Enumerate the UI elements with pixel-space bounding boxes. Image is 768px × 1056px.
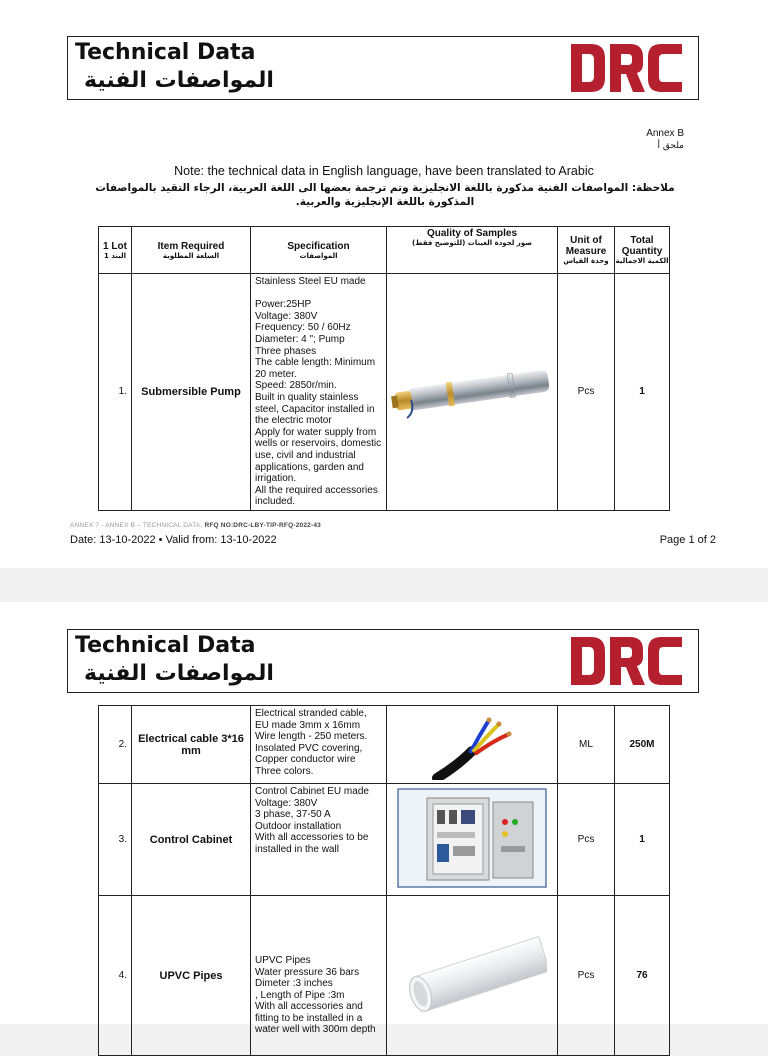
footer-reference: ANNEX 7 - ANNEX B – TECHNICAL DATA, RFQ NO:DRC-LBY-TIP-RFQ-2022-43 [70, 522, 321, 529]
row-number: 4. [99, 896, 132, 1056]
table-row [99, 784, 670, 896]
table-header-row [99, 227, 670, 274]
item-spec: Stainless Steel EU made Power:25HP Voltage: 380V Frequency: 50 / 60Hz Diameter: 4 "; Pump Three phases The cable length: Minimum 20 meter. Speed: 2850r/min. Built in quality stainless steel, Capacitor installed in the electric motor Apply for water supply from wells or reservoirs, domestic use, civil and industrial applications, garden and irrigation. All the required accessories included. [251, 274, 387, 511]
drc-logo [569, 635, 684, 687]
title-ar: المواصفات الفنية [84, 661, 274, 686]
note-english: Note: the technical data in English language, have been translated to Arabic [174, 164, 594, 178]
header-unit: Unit of Measure وحدة القياس [558, 227, 615, 274]
row-number: 1. [99, 274, 132, 511]
title-en: Technical Data [75, 40, 256, 65]
header-total: Total Quantity الكمية الاجمالية [615, 227, 670, 274]
header-quality: Quality of Samples صور لجودة العينات (للتوضيح فقط) [387, 227, 558, 274]
item-name: Electrical cable 3*16 mm [132, 706, 251, 784]
item-name: Submersible Pump [132, 274, 251, 511]
quantity-value: 1 [615, 274, 670, 511]
unit-value: Pcs [558, 274, 615, 511]
item-spec: Control Cabinet EU made Voltage: 380V 3 phase, 37-50 A Outdoor installation With all accessories to be installed in the wall [251, 784, 387, 896]
electrical-cable-photo [387, 706, 558, 784]
title-en: Technical Data [75, 633, 256, 658]
item-spec: UPVC Pipes Water pressure 36 bars Dimeter :3 inches , Length of Pipe :3m With all accessories and fitting to be installed in a water well with 300m depth [251, 896, 387, 1056]
row-number: 2. [99, 706, 132, 784]
header-lot: 1 Lot البند 1 [99, 227, 132, 274]
unit-value: Pcs [558, 896, 615, 1056]
quantity-value: 76 [615, 896, 670, 1056]
page-2 [0, 602, 768, 1036]
control-cabinet-photo [387, 784, 558, 896]
quantity-value: 250M [615, 706, 670, 784]
page-number: Page 1 of 2 [659, 534, 716, 546]
drc-logo [569, 42, 684, 94]
header-item: Item Required السلعة المطلوبة [132, 227, 251, 274]
upvc-pipe-photo [387, 896, 558, 1056]
header-box [67, 36, 699, 100]
footer-date: Date: 13-10-2022 • Valid from: 13-10-2022 [70, 534, 277, 546]
item-name: UPVC Pipes [132, 896, 251, 1056]
technical-table-page-2 [98, 705, 670, 1056]
annex-label-ar: ملحق أ [657, 141, 684, 151]
item-spec: Electrical stranded cable, EU made 3mm x 16mm Wire length - 250 meters. Insolated PVC covering, Copper conductor wire Three colors. [251, 706, 387, 784]
submersible-pump-photo [387, 274, 558, 511]
item-name: Control Cabinet [132, 784, 251, 896]
header-spec: Specification المواصفات [251, 227, 387, 274]
quantity-value: 1 [615, 784, 670, 896]
row-number: 3. [99, 784, 132, 896]
note-arabic: ملاحظة: المواصفات الفنية مذكورة باللغة الانجليزية وتم ترجمة بعضها الى اللغة العربية، الرجاء التقيد بالمواصفات المذكورة باللغة الإنجليزية والعربية. [95, 182, 675, 208]
title-ar: المواصفات الفنية [84, 68, 274, 93]
unit-value: ML [558, 706, 615, 784]
table-row [99, 274, 670, 511]
header-box [67, 629, 699, 693]
annex-label: Annex B [646, 128, 684, 139]
unit-value: Pcs [558, 784, 615, 896]
table-row [99, 706, 670, 784]
table-row [99, 896, 670, 1056]
technical-table-page-1 [98, 226, 670, 511]
